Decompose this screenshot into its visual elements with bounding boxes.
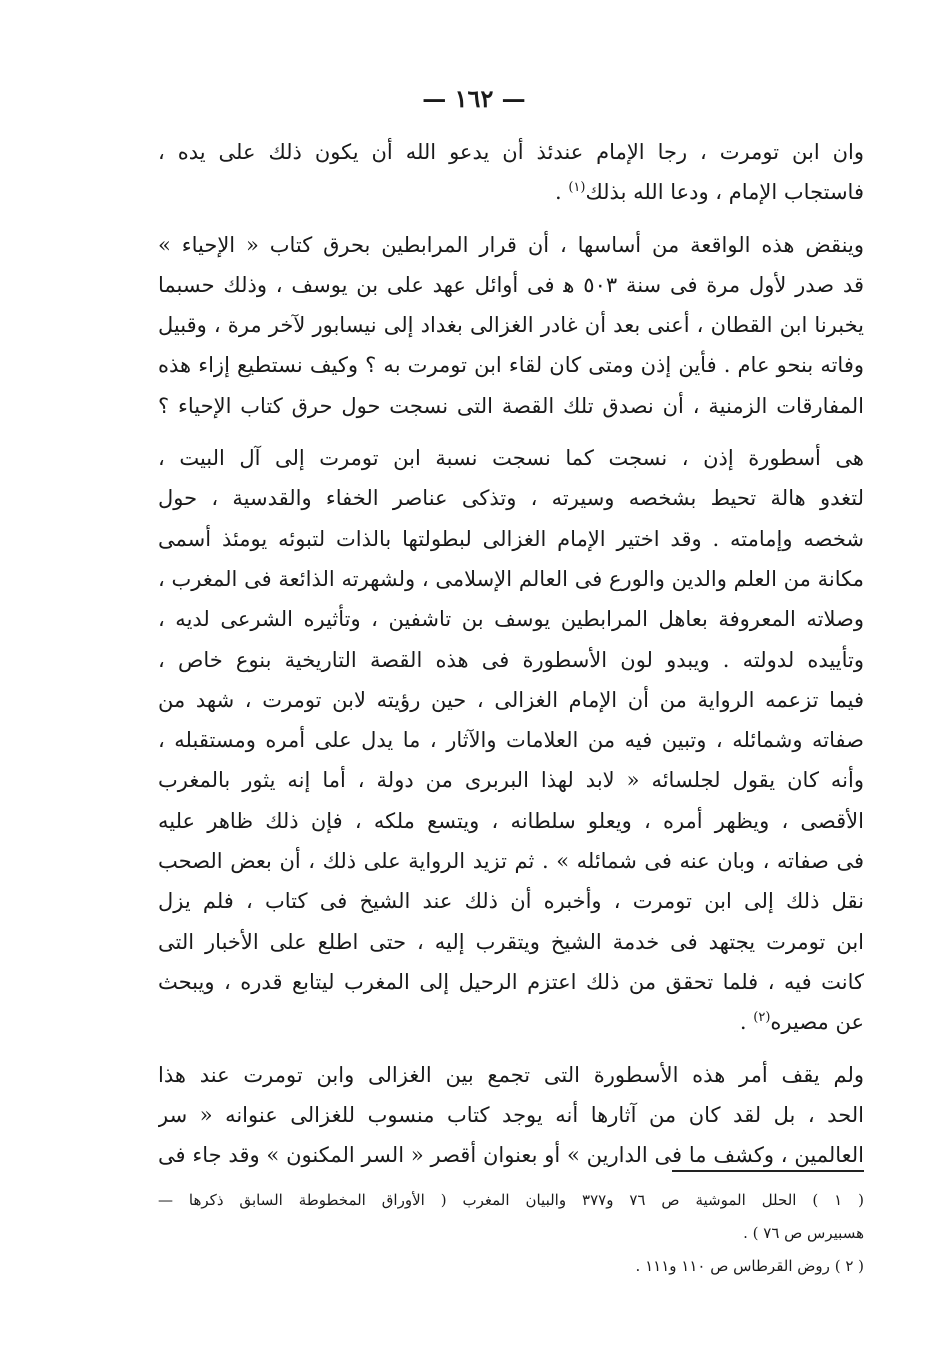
text-fragment: . (554, 180, 569, 205)
text-line: الحد ، بل لقد كان من آثارها أنه يوجد كتاب منسوب للغزالى عنوانه « سر (158, 1102, 864, 1127)
paragraph (158, 225, 864, 426)
footnote-ref: (١) (568, 180, 586, 196)
footnote-ref: (٢) (753, 1010, 771, 1026)
footnotes (158, 1184, 864, 1283)
text-line: صفاته وشمائله ، وتبين فيه من العلامات والآثار ، ما يدل على أمره ومستقبله ، (158, 728, 864, 753)
footnote-line: ( ١ ) الحلل الموشية ص ٧٦ و٣٧٧ والبيان المغرب ( الأوراق المخطوطة السابق ذكرها — (158, 1191, 864, 1209)
text-line: يخبرنا ابن القطان ، أعنى بعد أن غادر الغزالى بغداد إلى نيسابور لآخر مرة ، وقبيل (158, 313, 864, 338)
body-text (158, 132, 864, 1175)
text-line: وأنه كان يقول لجلسائه « لابد لهذا البربرى من دولة ، أما إنه يثور بالمغرب (158, 768, 864, 793)
text-line: وصلاته المعروفة بعاهل المرابطين يوسف بن تاشفين ، وتأثيره الشرعى لديه ، (158, 607, 864, 632)
text-line: المفارقات الزمنية ، أن نصدق تلك القصة التى نسجت حول حرق كتاب الإحياء ؟ (158, 393, 864, 418)
footnote (158, 1184, 864, 1250)
footnote-line: ( ٢ ) روض القرطاس ص ١١٠ و١١١ . (635, 1257, 864, 1275)
paragraph-gap (158, 1043, 864, 1055)
text-line: الأقصى ، ويظهر أمره ، ويعلو سلطانه ، ويتسع ملكه ، فإن ذلك ظاهر عليه (158, 808, 864, 833)
text-line: فيما تزعمه الرواية من أن الإمام الغزالى ، حين رؤيته لابن تومرت ، شهد من (158, 687, 864, 712)
text-line: مكانة من العلم والدين والورع فى العالم الإسلامى ، ولشهرته الذائعة فى المغرب ، (158, 566, 864, 591)
text-line: هى أسطورة إذن ، نسجت كما نسجت نسبة ابن تومرت إلى آل البيت ، (158, 446, 864, 471)
page-number: — ١٦٢ — (422, 84, 526, 113)
paragraph (158, 132, 864, 213)
paragraph (158, 438, 864, 1042)
text-line (158, 1002, 864, 1042)
text-line: فى صفاته ، وبان عنه فى شمائله » . ثم تزيد الرواية على ذلك ، أن بعض الصحب (158, 849, 864, 874)
text-line: كانت فيه ، فلما تحقق من ذلك اعتزم الرحيل إلى المغرب ليتابع قدره ، ويبحث (158, 969, 864, 994)
text-fragment: فاستجاب الإمام ، ودعا الله بذلك (585, 180, 864, 205)
text-line: لتغدو هالة تحيط بشخصه وسيرته ، وتذكى عناصر الخفاء والقدسية ، حول (158, 486, 864, 511)
text-line: وان ابن تومرت ، رجا الإمام عندئذ أن يدعو الله أن يكون ذلك على يده ، (158, 140, 864, 164)
text-fragment: عن مصيره (770, 1010, 864, 1035)
text-line: وينقض هذه الواقعة من أساسها ، أن قرار المرابطين بحرق كتاب « الإحياء » (158, 232, 864, 257)
text-line: وتأييده لدولته . ويبدو لون الأسطورة فى هذه القصة التاريخية بنوع خاص ، (158, 647, 864, 672)
text-line: وفاته بنحو عام . فأين إذن ومتى كان لقاء ابن تومرت به ؟ وكيف نستطيع إزاء هذه (158, 353, 864, 378)
text-line: العالمين ، وكشف ما فى الدارين » أو بعنوان أقصر « السر المكنون » وقد جاء فى (158, 1143, 864, 1168)
paragraph-gap (158, 426, 864, 438)
text-line: ابن تومرت يجتهد فى خدمة الشيخ ويتقرب إليه ، حتى اطلع على الأخبار التى (158, 929, 864, 954)
text-line: شخصه وإمامته . وقد اختير الإمام الغزالى لبطولتها بالذات لتبوئه يومئذ أسمى (158, 526, 864, 551)
paragraph (158, 1055, 864, 1176)
footnote-line: هسبيرس ص ٧٦ ) . (743, 1224, 864, 1242)
text-line (158, 172, 864, 212)
text-line: نقل ذلك إلى ابن تومرت ، وأخبره أن ذلك عند الشيخ فى كتاب ، فلم يزل (158, 889, 864, 914)
text-line: قد صدر لأول مرة فى سنة ٥٠٣ ﻫ فى أوائل عهد على بن يوسف ، وذلك حسبما (158, 272, 864, 297)
text-line: ولم يقف أمر هذه الأسطورة التى تجمع بين الغزالى وابن تومرت عند هذا (158, 1062, 864, 1087)
footnote-divider (672, 1170, 864, 1172)
text-fragment: . (739, 1010, 754, 1035)
paragraph-gap (158, 213, 864, 225)
footnote (158, 1250, 864, 1283)
